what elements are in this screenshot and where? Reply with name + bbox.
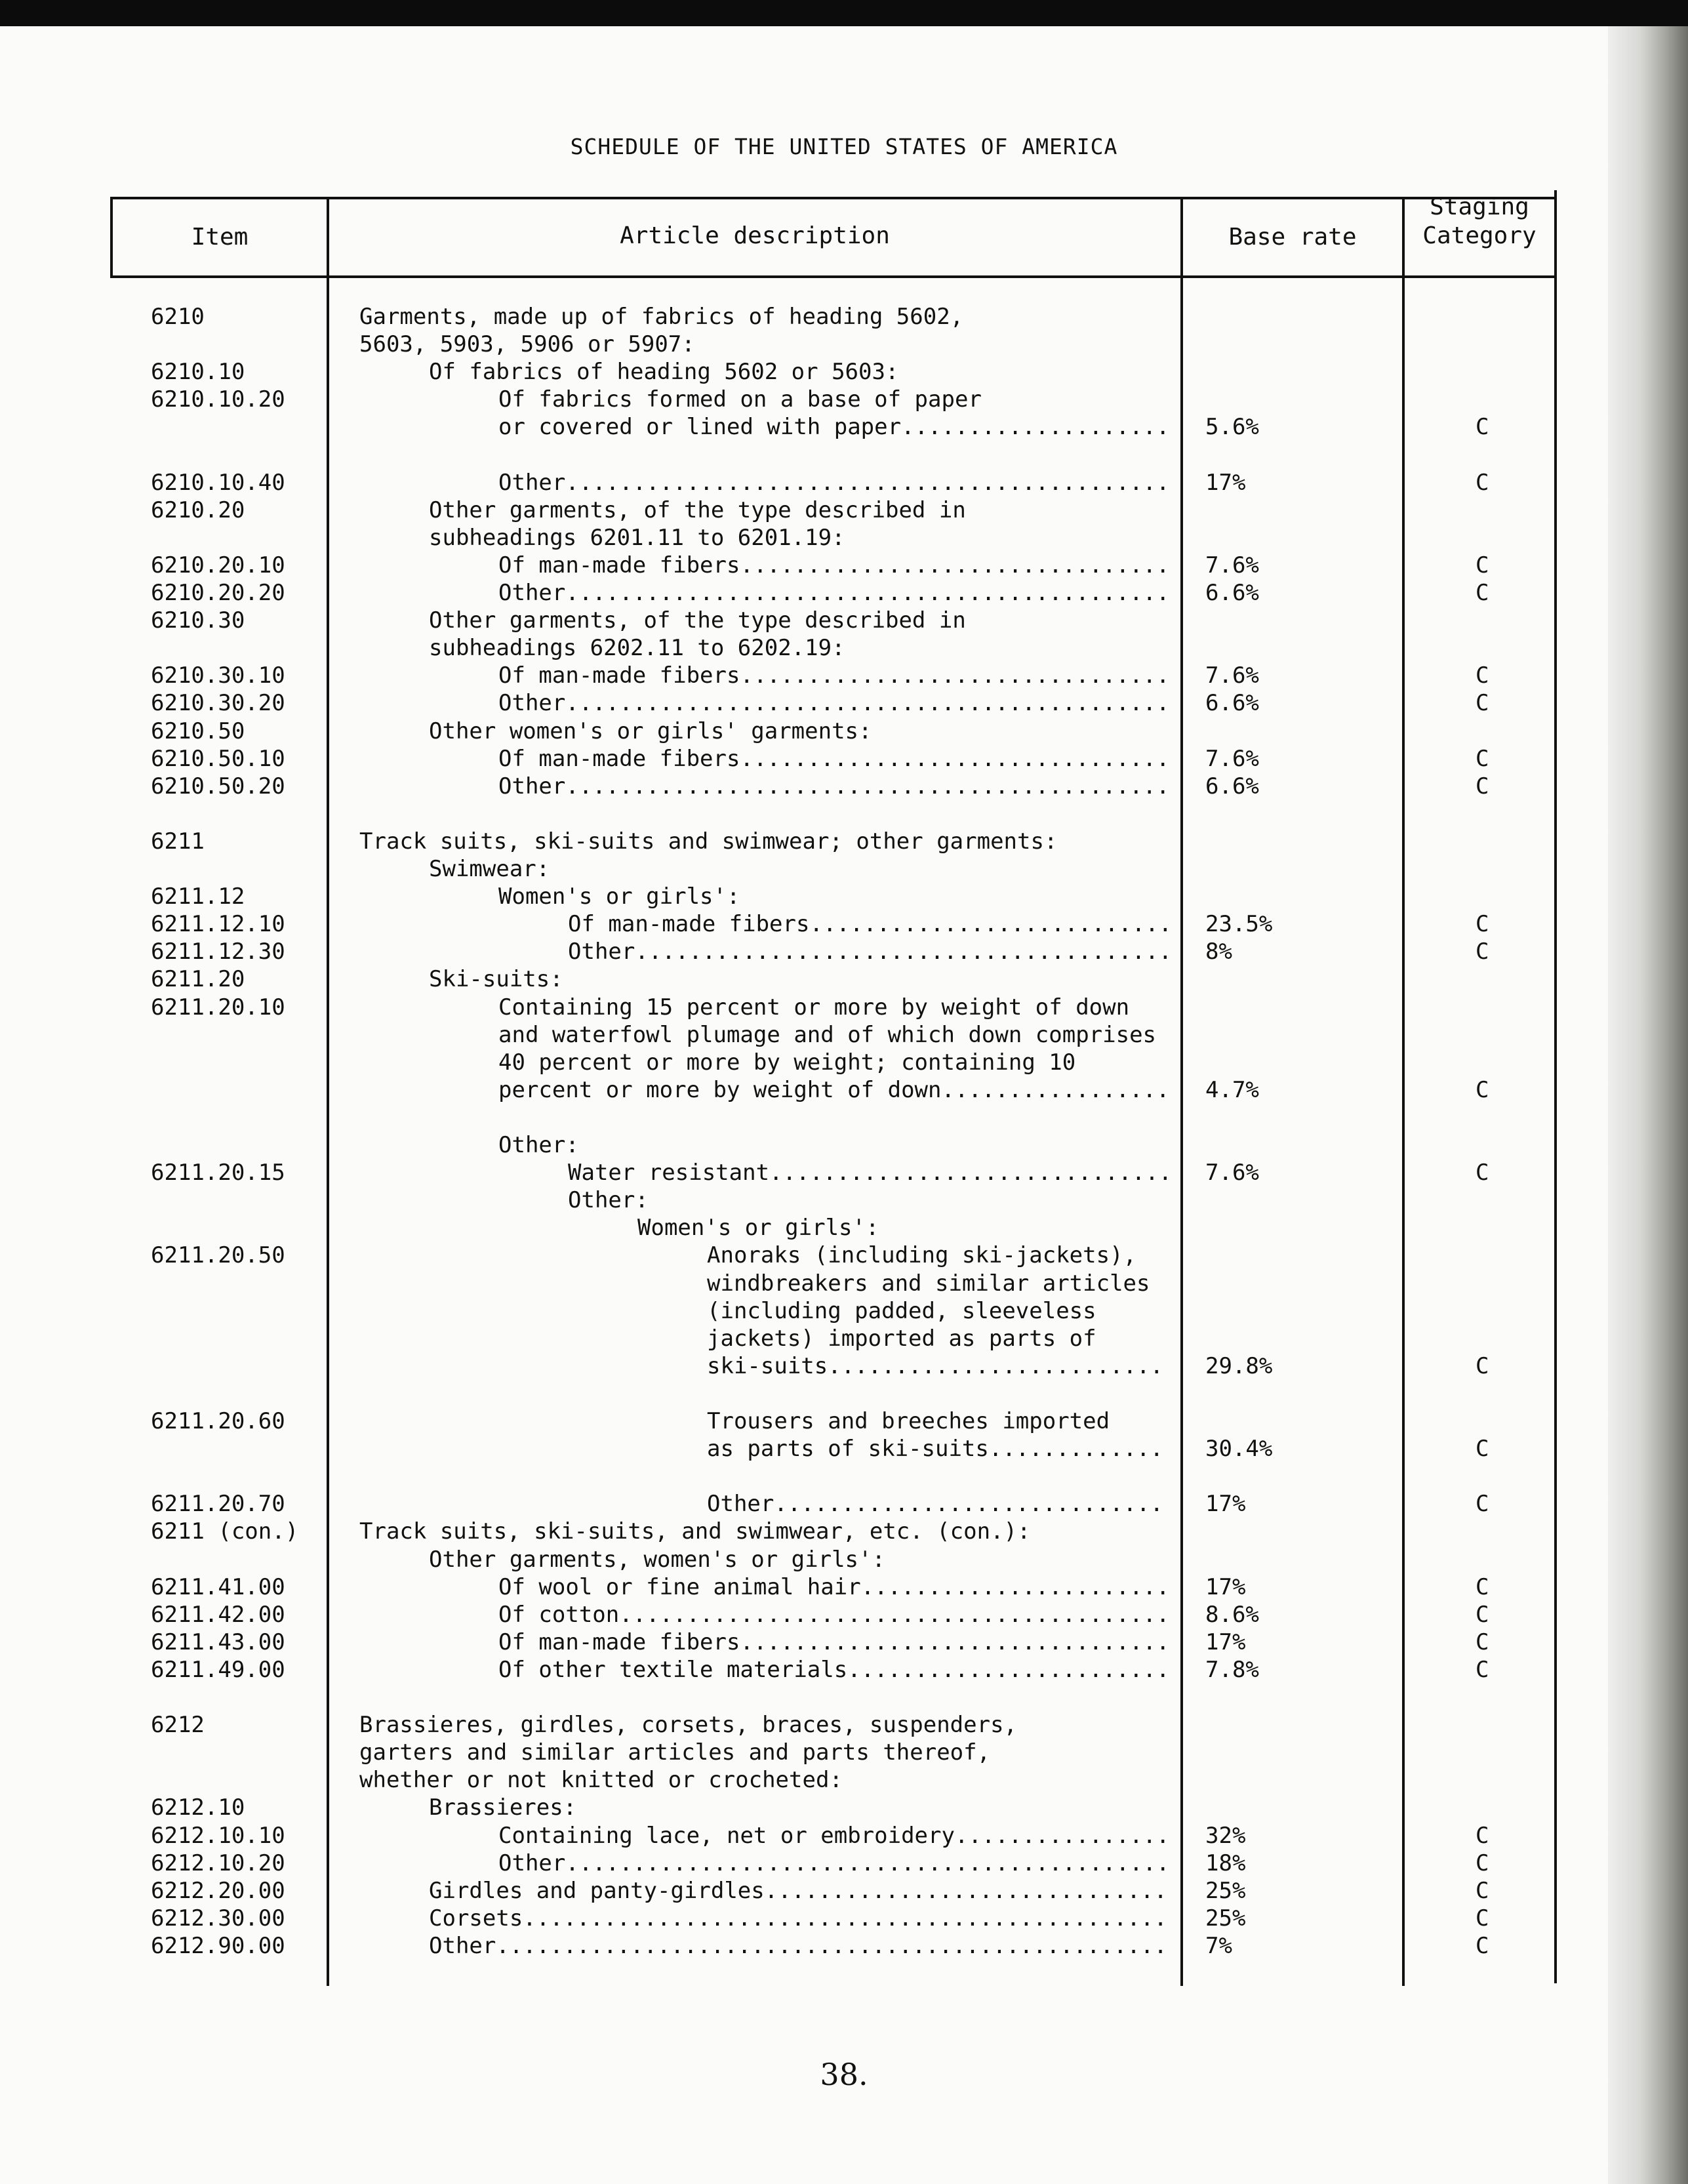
article-description-text: Other <box>498 1850 566 1876</box>
base-rate: 6.6% <box>1205 580 1259 606</box>
article-description <box>498 1656 1170 1684</box>
staging-category: C <box>1476 1905 1489 1931</box>
article-description <box>707 1242 1136 1269</box>
item-code: 6211.20.10 <box>151 994 285 1021</box>
article-description <box>359 331 695 358</box>
dot-leader: .................... <box>901 414 1170 441</box>
item-code: 6210.10.20 <box>151 386 285 413</box>
article-description-text: Containing lace, net or embroidery <box>498 1822 955 1849</box>
table-row <box>0 745 1574 773</box>
article-description <box>498 579 1170 607</box>
base-rate: 17% <box>1205 469 1246 496</box>
table-row <box>0 524 1574 552</box>
table-row <box>0 303 1574 331</box>
article-description <box>498 745 1170 773</box>
item-code: 6211.41.00 <box>151 1573 285 1600</box>
staging-category: C <box>1476 1573 1489 1600</box>
item-code: 6210.20.20 <box>151 580 285 606</box>
article-description-text: Of wool or fine animal hair <box>498 1573 861 1600</box>
article-description-text: Of man-made fibers <box>498 552 740 578</box>
article-description-text: Of fabrics formed on a base of paper <box>498 386 982 413</box>
dot-leader: ................ <box>954 1822 1170 1849</box>
article-description-text: Ski-suits: <box>429 966 563 993</box>
staging-category: C <box>1476 939 1489 965</box>
dot-leader: ............................................. <box>565 580 1170 606</box>
dot-leader: .................................................. <box>496 1932 1167 1959</box>
item-code: 6212.30.00 <box>151 1905 285 1931</box>
dot-leader: ....................... <box>860 1573 1170 1600</box>
table-row <box>0 1407 1574 1435</box>
article-description <box>498 469 1170 496</box>
dot-leader: ................................ <box>740 552 1170 578</box>
article-description-text: Of man-made fibers <box>498 662 740 689</box>
table-row <box>0 413 1574 441</box>
item-code: 6210.50.20 <box>151 773 285 799</box>
article-description-text: Other garments, of the type described in <box>429 496 966 523</box>
article-description-text: (including padded, sleeveless <box>707 1297 1096 1324</box>
base-rate: 7% <box>1205 1932 1232 1959</box>
item-code: 6212.10.10 <box>151 1822 285 1849</box>
table-row <box>0 1242 1574 1269</box>
table-row <box>0 1049 1574 1076</box>
article-description <box>359 1739 990 1766</box>
table-row <box>0 1131 1574 1159</box>
staging-category: C <box>1476 414 1489 441</box>
article-description-text: subheadings 6202.11 to 6202.19: <box>429 635 845 662</box>
table-row <box>0 634 1574 662</box>
article-description <box>498 773 1170 800</box>
article-description-text: Anoraks (including ski-jackets), <box>707 1242 1137 1269</box>
article-description-text: Girdles and panty-girdles <box>429 1877 765 1904</box>
article-description-text: Of cotton <box>498 1601 620 1628</box>
item-code: 6210.20.10 <box>151 552 285 578</box>
article-description-text: Track suits, ski-suits and swimwear; other garments: <box>359 828 1058 855</box>
dot-leader: ............................................. <box>565 1850 1170 1876</box>
item-code: 6211 <box>151 828 205 855</box>
table-row <box>0 1297 1574 1325</box>
article-description <box>429 718 872 745</box>
base-rate: 6.6% <box>1205 690 1259 717</box>
table-row <box>0 469 1574 496</box>
article-description-text: Other women's or girls' garments: <box>429 718 872 744</box>
article-description <box>359 1711 1017 1739</box>
article-description-text: Other garments, of the type described in <box>429 607 966 634</box>
article-description-text: Of fabrics of heading 5602 or 5603: <box>429 359 899 386</box>
article-description <box>498 413 1170 441</box>
base-rate: 7.6% <box>1205 552 1259 578</box>
staging-category: C <box>1476 1822 1489 1849</box>
table-row <box>0 718 1574 745</box>
article-description-text: garters and similar articles and parts thereof, <box>359 1739 991 1766</box>
table-row <box>0 1435 1574 1463</box>
table-row <box>0 331 1574 358</box>
table-row <box>0 1159 1574 1186</box>
article-description <box>429 634 845 662</box>
table-row <box>0 496 1574 524</box>
dot-leader: ............................................. <box>565 469 1170 496</box>
table-row <box>0 689 1574 717</box>
base-rate: 17% <box>1205 1628 1246 1655</box>
staging-category: C <box>1476 1628 1489 1655</box>
table-row <box>0 1186 1574 1214</box>
base-rate: 7.6% <box>1205 1160 1259 1186</box>
table-row <box>0 1766 1574 1794</box>
item-code: 6212.20.00 <box>151 1877 285 1904</box>
header-item: Item <box>191 224 249 251</box>
item-code: 6212 <box>151 1712 205 1739</box>
article-description <box>498 1850 1170 1877</box>
table-row <box>0 1214 1574 1242</box>
article-description-text: Track suits, ski-suits, and swimwear, etc. (con.): <box>359 1518 1031 1545</box>
staging-category: C <box>1476 1076 1489 1103</box>
table-row <box>0 662 1574 689</box>
article-description <box>359 303 963 331</box>
item-code: 6211.49.00 <box>151 1656 285 1683</box>
article-description <box>568 938 1172 965</box>
base-rate: 17% <box>1205 1573 1246 1600</box>
table-row <box>0 1877 1574 1905</box>
item-code: 6211.20 <box>151 966 245 993</box>
base-rate: 25% <box>1205 1877 1246 1904</box>
dot-leader: ................................................ <box>523 1905 1167 1931</box>
dot-leader: ................................ <box>740 1628 1170 1655</box>
staging-category: C <box>1476 911 1489 938</box>
article-description <box>359 828 1057 855</box>
base-rate: 8% <box>1205 939 1232 965</box>
item-code: 6210.30.10 <box>151 662 285 689</box>
article-description <box>568 1186 649 1214</box>
table-row <box>0 607 1574 634</box>
table-row <box>0 1794 1574 1821</box>
table-row <box>0 1932 1574 1960</box>
page-title: SCHEDULE OF THE UNITED STATES OF AMERICA <box>570 134 1118 159</box>
staging-category: C <box>1476 552 1489 578</box>
item-code: 6210.50.10 <box>151 745 285 772</box>
base-rate: 4.7% <box>1205 1076 1259 1103</box>
table-row <box>0 1546 1574 1573</box>
article-description-text: Other <box>498 580 566 606</box>
item-code: 6211.12.30 <box>151 939 285 965</box>
table-row <box>0 994 1574 1021</box>
article-description-text: Containing 15 percent or more by weight of down <box>498 994 1130 1021</box>
base-rate: 18% <box>1205 1850 1246 1876</box>
article-description-text: ski-suits <box>707 1352 828 1379</box>
article-description-text: Garments, made up of fabrics of heading 5602, <box>359 304 964 330</box>
staging-category: C <box>1476 1877 1489 1904</box>
base-rate: 32% <box>1205 1822 1246 1849</box>
item-code: 6210.20 <box>151 496 245 523</box>
article-description-text: or covered or lined with paper <box>498 414 902 441</box>
table-row <box>0 1076 1574 1104</box>
item-code: 6210.10.40 <box>151 469 285 496</box>
article-description <box>498 1822 1170 1850</box>
table-row <box>0 1739 1574 1766</box>
table-row <box>0 1573 1574 1601</box>
table-row <box>0 1270 1574 1297</box>
dot-leader: ............................. <box>774 1491 1163 1518</box>
dot-leader: ............................................. <box>565 690 1170 717</box>
article-description <box>429 496 966 524</box>
article-description <box>429 855 550 883</box>
article-description <box>429 358 898 386</box>
dot-leader: ................. <box>941 1076 1170 1103</box>
article-description <box>568 910 1172 938</box>
table-row <box>0 358 1574 386</box>
staging-category: C <box>1476 1491 1489 1518</box>
table-row <box>0 386 1574 413</box>
article-description <box>498 386 982 413</box>
article-description-text: Brassieres: <box>429 1794 577 1821</box>
item-code: 6211.20.60 <box>151 1408 285 1434</box>
staging-category: C <box>1476 1601 1489 1628</box>
item-code: 6211.20.50 <box>151 1242 285 1269</box>
page-number: 38. <box>820 2057 868 2092</box>
staging-category: C <box>1476 1160 1489 1186</box>
article-description-text: Other <box>707 1491 774 1518</box>
article-description-text: Other: <box>498 1132 579 1158</box>
table-row <box>0 1518 1574 1545</box>
article-description <box>498 1131 579 1159</box>
base-rate: 8.6% <box>1205 1601 1259 1628</box>
staging-category: C <box>1476 580 1489 606</box>
article-description <box>707 1407 1110 1435</box>
article-description-text: Other: <box>568 1187 649 1214</box>
dot-leader: ........................... <box>809 911 1173 938</box>
item-code: 6210.30 <box>151 607 245 634</box>
article-description-text: Other <box>498 469 566 496</box>
item-code: 6212.90.00 <box>151 1932 285 1959</box>
article-description-text: windbreakers and similar articles <box>707 1270 1150 1297</box>
staging-category: C <box>1476 1436 1489 1463</box>
dot-leader: ........................ <box>847 1656 1170 1683</box>
dot-leader: ......................................... <box>619 1601 1170 1628</box>
dot-leader: ................................ <box>740 745 1170 772</box>
table-row <box>0 828 1574 855</box>
base-rate: 23.5% <box>1205 911 1273 938</box>
base-rate: 5.6% <box>1205 414 1259 441</box>
table-row <box>0 1325 1574 1352</box>
table-row <box>0 938 1574 965</box>
table-row <box>0 1684 1574 1711</box>
staging-category: C <box>1476 662 1489 689</box>
dot-leader: ............................................. <box>565 773 1170 799</box>
table-row <box>0 1905 1574 1932</box>
article-description <box>429 1932 1167 1960</box>
article-description <box>498 662 1170 689</box>
article-description-text: Women's or girls': <box>498 883 740 910</box>
table-row <box>0 1463 1574 1490</box>
article-description-text: Of man-made fibers <box>498 1628 740 1655</box>
dot-leader: ............. <box>988 1436 1163 1463</box>
item-code: 6211.20.70 <box>151 1491 285 1518</box>
article-description-text: Other <box>498 773 566 799</box>
article-description-text: percent or more by weight of down <box>498 1076 942 1103</box>
table-row <box>0 579 1574 607</box>
table-row <box>0 1601 1574 1628</box>
item-code: 6211.12 <box>151 883 245 910</box>
item-code: 6211 (con.) <box>151 1518 299 1545</box>
table-row <box>0 1656 1574 1684</box>
article-description <box>429 524 845 552</box>
staging-category: C <box>1476 1656 1489 1683</box>
header-base-rate: Base rate <box>1228 224 1357 251</box>
header-staging-category <box>1405 193 1554 251</box>
item-code: 6211.43.00 <box>151 1628 285 1655</box>
base-rate: 7.6% <box>1205 745 1259 772</box>
article-description-text: Other <box>498 690 566 717</box>
item-code: 6210.50 <box>151 718 245 744</box>
article-description <box>429 1546 885 1573</box>
table-row <box>0 441 1574 469</box>
article-description <box>498 552 1170 579</box>
table-row <box>0 965 1574 993</box>
article-description-text: and waterfowl plumage and of which down comprises <box>498 1021 1157 1048</box>
table-row <box>0 1850 1574 1877</box>
article-description <box>707 1490 1163 1518</box>
article-description-text: Brassieres, girdles, corsets, braces, suspenders, <box>359 1712 1018 1739</box>
article-description-text: subheadings 6201.11 to 6201.19: <box>429 524 845 551</box>
staging-category: C <box>1476 1932 1489 1959</box>
base-rate: 6.6% <box>1205 773 1259 799</box>
table-row <box>0 1490 1574 1518</box>
base-rate: 17% <box>1205 1491 1246 1518</box>
article-description-text: Other <box>429 1932 496 1959</box>
article-description <box>498 1573 1170 1601</box>
article-description-text: Trousers and breeches imported <box>707 1408 1110 1434</box>
item-code: 6210.10 <box>151 359 245 386</box>
article-description <box>429 607 966 634</box>
scan-binding-edge <box>1608 26 1688 2184</box>
article-description-text: Swimwear: <box>429 856 550 882</box>
table-row <box>0 1628 1574 1656</box>
table-row <box>0 773 1574 800</box>
table-row <box>0 1380 1574 1407</box>
item-code: 6211.20.15 <box>151 1160 285 1186</box>
base-rate: 7.8% <box>1205 1656 1259 1683</box>
dot-leader: .............................. <box>769 1160 1173 1186</box>
item-code: 6210.30.20 <box>151 690 285 717</box>
article-description <box>498 1628 1170 1656</box>
article-description-text: whether or not knitted or crocheted: <box>359 1767 843 1794</box>
article-description <box>498 1021 1156 1049</box>
dot-leader: ........................................ <box>635 939 1173 965</box>
header-description: Article description <box>620 222 890 249</box>
article-description-text: Other <box>568 939 635 965</box>
staging-category: C <box>1476 1352 1489 1379</box>
article-description-text: Of man-made fibers <box>568 911 810 938</box>
header-staging-line2: Category <box>1422 222 1537 249</box>
article-description <box>359 1766 843 1794</box>
table-row <box>0 1104 1574 1131</box>
staging-category: C <box>1476 690 1489 717</box>
article-description-text: jackets) imported as parts of <box>707 1325 1096 1352</box>
article-description <box>637 1214 879 1242</box>
item-code: 6211.42.00 <box>151 1601 285 1628</box>
article-description-text: Corsets <box>429 1905 523 1931</box>
scan-top-border <box>0 0 1688 26</box>
article-description <box>498 1049 1075 1076</box>
article-description-text: as parts of ski-suits <box>707 1436 989 1463</box>
article-description-text: Water resistant <box>568 1160 770 1186</box>
article-description <box>707 1325 1096 1352</box>
article-description <box>429 1794 576 1821</box>
table-row <box>0 910 1574 938</box>
header-staging-line1: Staging <box>1430 193 1529 220</box>
base-rate: 25% <box>1205 1905 1246 1931</box>
table-row <box>0 1352 1574 1380</box>
dot-leader: ................................ <box>740 662 1170 689</box>
table-row <box>0 1822 1574 1850</box>
article-description-text: Of man-made fibers <box>498 745 740 772</box>
table-row <box>0 552 1574 579</box>
item-code: 6211.12.10 <box>151 911 285 938</box>
article-description <box>359 1518 1031 1545</box>
article-description <box>498 1076 1170 1104</box>
table-row <box>0 1711 1574 1739</box>
base-rate: 30.4% <box>1205 1436 1273 1463</box>
staging-category: C <box>1476 745 1489 772</box>
article-description <box>707 1352 1163 1380</box>
table-row <box>0 883 1574 910</box>
item-code: 6210 <box>151 304 205 330</box>
article-description-text: 5603, 5903, 5906 or 5907: <box>359 331 695 358</box>
article-description-text: 40 percent or more by weight; containing 10 <box>498 1049 1076 1076</box>
article-description <box>429 1877 1167 1905</box>
article-description <box>498 1601 1170 1628</box>
article-description <box>568 1159 1172 1186</box>
dot-leader: .............................. <box>764 1877 1167 1904</box>
staging-category: C <box>1476 773 1489 799</box>
article-description <box>707 1270 1150 1297</box>
dot-leader: ......................... <box>828 1352 1163 1379</box>
table-row <box>0 855 1574 883</box>
base-rate: 29.8% <box>1205 1352 1273 1379</box>
article-description <box>429 1905 1167 1932</box>
item-code: 6212.10 <box>151 1794 245 1821</box>
article-description <box>498 883 740 910</box>
article-description <box>707 1297 1096 1325</box>
base-rate: 7.6% <box>1205 662 1259 689</box>
article-description <box>498 689 1170 717</box>
article-description-text: Of other textile materials <box>498 1656 848 1683</box>
article-description <box>498 994 1129 1021</box>
item-code: 6212.10.20 <box>151 1850 285 1876</box>
article-description-text: Women's or girls': <box>637 1215 879 1242</box>
article-description <box>707 1435 1163 1463</box>
article-description-text: Other garments, women's or girls': <box>429 1546 885 1573</box>
table-row <box>0 800 1574 828</box>
table-row <box>0 1021 1574 1049</box>
staging-category: C <box>1476 469 1489 496</box>
staging-category: C <box>1476 1850 1489 1876</box>
article-description <box>429 965 563 993</box>
